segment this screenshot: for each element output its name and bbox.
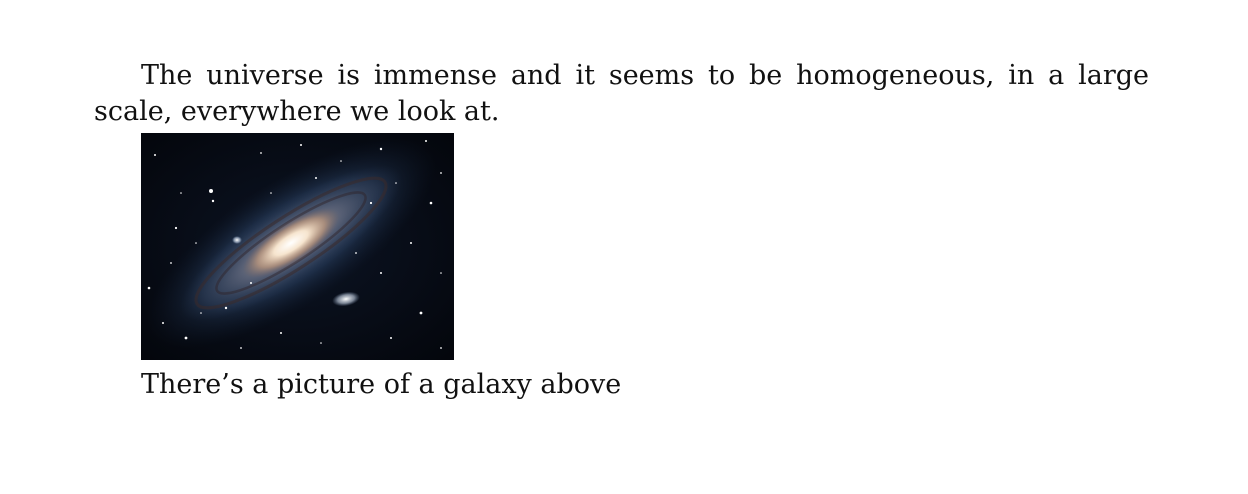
- galaxy-image: [141, 133, 454, 360]
- figure-caption: There’s a picture of a galaxy above: [141, 369, 622, 400]
- galaxy-illustration: [141, 133, 454, 360]
- body-paragraph: [94, 58, 1149, 130]
- paragraph-text: The universe is immense and it seems to be homogeneous, in a large scale, everywhere we look at.: [94, 60, 1149, 127]
